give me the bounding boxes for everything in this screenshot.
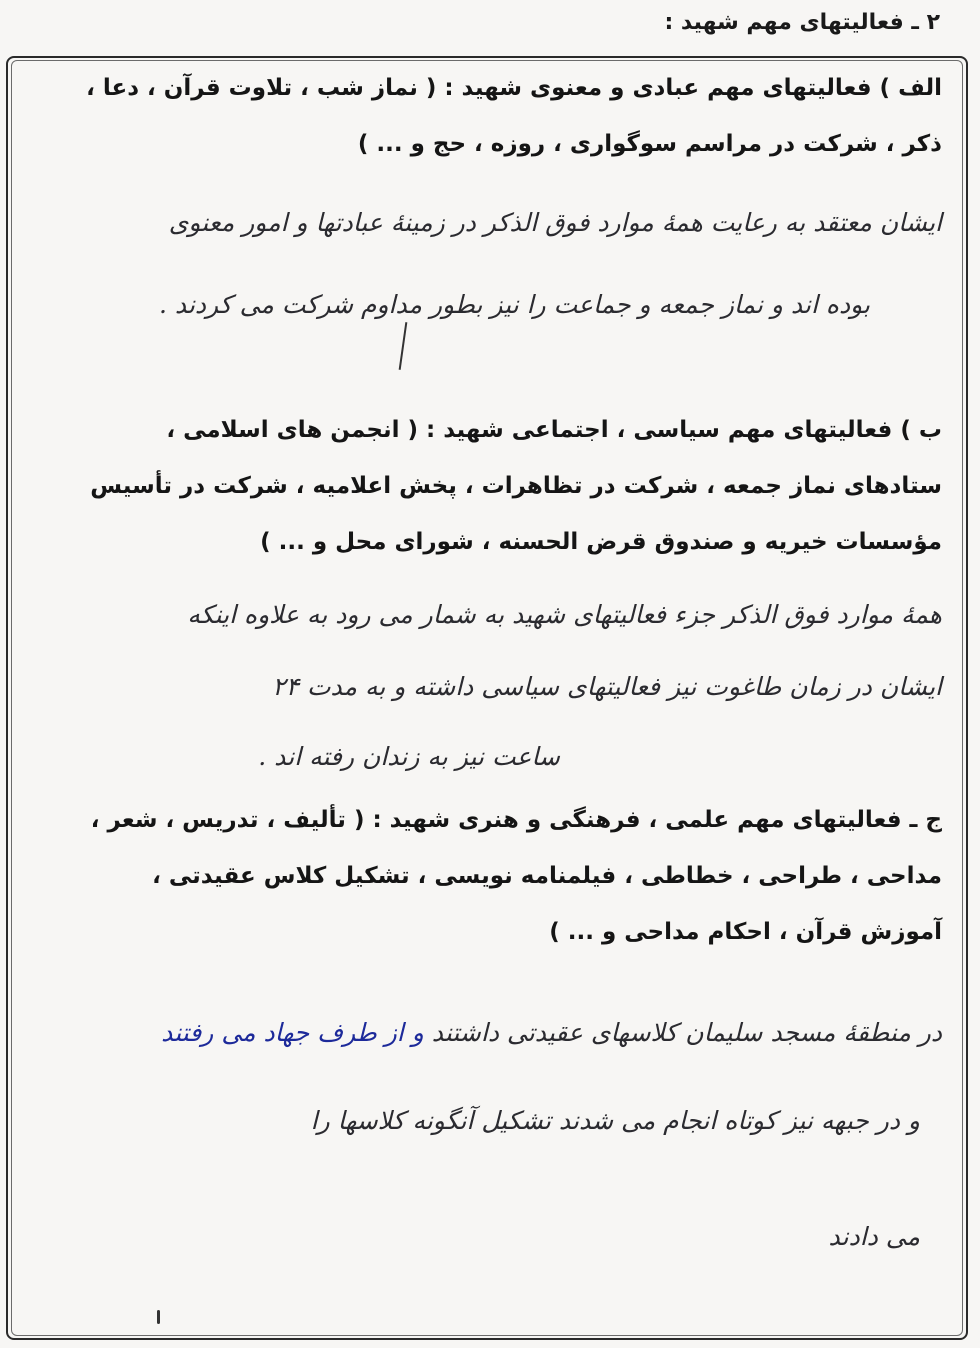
section-b-line-2: ستادهای نماز جمعه ، شرکت در تظاهرات ، پخش اعلامیه ، شرکت در تأسیس (90, 473, 942, 499)
ink-dot (157, 1310, 160, 1324)
section-c-answer-line-2: و در جبهه نیز کوتاه انجام می شدند تشکیل آنگونه کلاسها را (310, 1106, 920, 1135)
section-c-line-2: مداحی ، طراحی ، خطاطی ، فیلمنامه نویسی ، تشکیل کلاس عقیدتی ، (152, 863, 942, 889)
section-a-answer-line-2: بوده اند و نماز جمعه و جماعت را نیز بطور مداوم شرکت می کردند . (158, 290, 870, 319)
section-b-answer-line-2: ایشان در زمان طاغوت نیز فعالیتهای سیاسی داشته و به مدت ۲۴ (272, 672, 942, 701)
section-a-line-1: الف ) فعالیتهای مهم عبادی و معنوی شهید : ( نماز شب ، تلاوت قرآن ، دعا ، (86, 75, 942, 101)
section-c-line-1: ج ـ فعالیتهای مهم علمی ، فرهنگی و هنری شهید : ( تألیف ، تدریس ، شعر ، (90, 807, 942, 833)
section-c-answer-blue-text: و از طرف جهاد می رفتند (161, 1018, 424, 1047)
section-b-question (42, 402, 942, 570)
section-c-answer-line-1 (161, 1018, 942, 1047)
section-c-line-3: آموزش قرآن ، احکام مداحی و ... ) (549, 919, 942, 945)
section-c-answer-line-3: می دادند (828, 1222, 920, 1251)
section-b-answer-line-1: همهٔ موارد فوق الذکر جزء فعالیتهای شهید به شمار می رود به علاوه اینکه (187, 600, 942, 629)
section-b-answer-line-3: ساعت نیز به زندان رفته اند . (258, 742, 560, 771)
section-c-answer-text: در منطقهٔ مسجد سلیمان کلاسهای عقیدتی داشتند (431, 1018, 942, 1047)
section-a-question (42, 60, 942, 172)
section-a-answer-line-1: ایشان معتقد به رعایت همهٔ موارد فوق الذکر در زمینهٔ عبادتها و امور معنوی (168, 208, 942, 237)
section-a-line-2: ذکر ، شرکت در مراسم سوگواری ، روزه ، حج و ... ) (357, 131, 942, 157)
section-b-line-1: ب ) فعالیتهای مهم سیاسی ، اجتماعی شهید : ( انجمن های اسلامی ، (166, 417, 942, 443)
section-c-question (42, 792, 942, 960)
section-b-line-3: مؤسسات خیریه و صندوق قرض الحسنه ، شورای محل و ... ) (260, 529, 942, 555)
section-heading: ۲ ـ فعالیتهای مهم شهید : (664, 10, 940, 35)
